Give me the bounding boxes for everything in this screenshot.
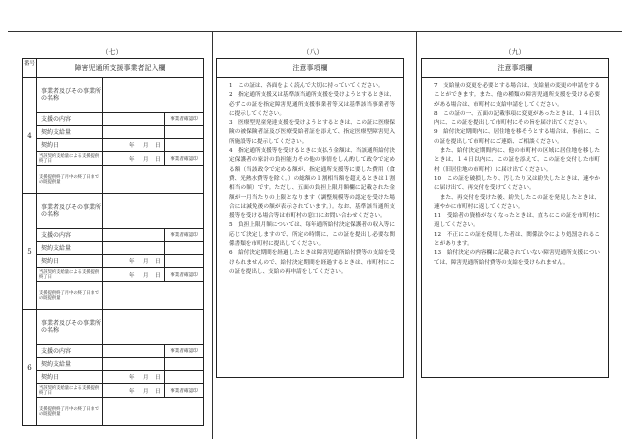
contract-date-label: 契約日 (37, 371, 103, 383)
contract-date-label: 契約日 (37, 255, 103, 267)
contract-amount-label: 契約支給量 (37, 126, 103, 138)
notes-panel-8 (216, 58, 404, 378)
provider-name-field[interactable] (103, 310, 203, 344)
date-month: 月 (143, 272, 149, 279)
date-day: 日 (155, 156, 161, 163)
date-year: 年 (129, 388, 135, 395)
provided-amount-label: 支援提供終了月中の終了日までの既提供量 (37, 398, 103, 425)
note-item: 11 受給者の資格がなくなったときは、直ちにこの証を市町村に返してください。 (434, 213, 600, 229)
provider-name-label: 事業者及びその事業所の名称 (37, 194, 103, 228)
note-item: 5 負担上限月額については、毎年通所給付決定保護者の収入等に応じて決定しますので、所定の時期に、この証を提出し必要な関係書類を市町村に提出してください。 (229, 222, 395, 248)
block-number: 4 (23, 78, 37, 193)
notes-body (229, 82, 395, 277)
service-content-label: 支援の内容 (37, 345, 103, 357)
note-item: また、再交付を受けた後、紛失したこの証を発見したときは、速やかに市町村に返してください。 (434, 194, 600, 210)
provided-amount-label: 支援提供終了月中の終了日までの既提供量 (37, 166, 103, 194)
confirm-stamp-cell[interactable] (164, 126, 203, 138)
service-content-label: 支援の内容 (37, 229, 103, 241)
form-block (23, 310, 203, 426)
confirm-stamp-label: 事業者確認印 (164, 152, 203, 165)
date-month: 月 (143, 388, 149, 395)
date-day: 日 (155, 388, 161, 395)
date-month: 月 (143, 156, 149, 163)
provided-amount-field[interactable] (103, 398, 203, 425)
note-item: 4 指定通所支援等を受けるときに支払う金額は、当該通所給付決定保護者の家計の負担能力その他の事情をしん酌して政令で定める額（当該政令で定める額が、指定通所支援等に要した費用（食費、光熱水費等を除く。）の総額の１割相当額を超えるときは１割相当の額）です。ただし、五面の負担上限月額欄に記載された金額が一月当たりの上限となります（調整規模等の認定を受けた場合には減免後の額が表示されています。）。なお、基準該当通所支援等を受ける場合等は市町村の窓口にお問い合わせください。 (229, 148, 395, 220)
contract-amount-label: 契約支給量 (37, 358, 103, 370)
confirm-stamp-cell[interactable] (164, 358, 203, 370)
note-item: 2 指定通所支援又は基準該当通所支援を受けようとするときは、必ずこの証を指定障害児通所支援事業者等又は基準該当事業者等に提示してください。 (229, 92, 395, 117)
confirm-stamp-label: 事業者確認印 (164, 268, 203, 281)
note-item: 9 給付決定期間内に、居住地を移そうとする場合は、事前に、この証を提出して市町村にご連絡、ご相談ください。 (434, 129, 600, 145)
page-divider (416, 31, 417, 439)
provided-amount-field[interactable] (103, 166, 203, 194)
date-month: 月 (143, 375, 149, 381)
page-number: （九） (504, 48, 526, 56)
provider-entry-form (22, 58, 204, 426)
date-year: 年 (129, 143, 135, 149)
page-number: （八） (302, 48, 324, 56)
date-year: 年 (129, 259, 135, 265)
date-year: 年 (129, 272, 135, 279)
form-header (23, 59, 203, 78)
end-date-label: 当該契約支給量による支援提供終了日 (37, 152, 103, 165)
confirm-stamp-label: 事業者確認印 (164, 229, 203, 241)
provider-name-label: 事業者及びその事業所の名称 (37, 310, 103, 344)
number-column-header: 番号 (23, 59, 37, 78)
notes-title: 注意事項欄 (422, 59, 608, 78)
provided-amount-label: 支援提供終了月中の終了日までの既提供量 (37, 282, 103, 310)
confirm-stamp-label: 事業者確認印 (164, 113, 203, 125)
date-month: 月 (143, 259, 149, 265)
confirm-stamp-label: 事業者確認印 (164, 384, 203, 397)
date-month: 月 (143, 143, 149, 149)
note-item: 10 この証を破損したり、汚したり又は紛失したときは、速やかに届け出て、再交付を受けてください。 (434, 175, 600, 192)
notes-title: 注意事項欄 (217, 59, 403, 78)
provider-name-label: 事業者及びその事業所の名称 (37, 78, 103, 112)
page-divider (212, 31, 213, 439)
confirm-stamp-cell[interactable] (164, 371, 203, 383)
provider-name-field[interactable] (103, 78, 203, 112)
date-year: 年 (129, 156, 135, 163)
service-content-label: 支援の内容 (37, 113, 103, 125)
confirm-stamp-cell[interactable] (164, 255, 203, 267)
form-title: 障害児通所支援事業者記入欄 (74, 64, 166, 72)
block-number: 6 (23, 310, 37, 426)
confirm-stamp-label: 事業者確認印 (164, 345, 203, 357)
note-item: 13 給付決定の内容欄に記載されていない障害児通所支援については、障害児通所給付費等の支給を受けられません。 (434, 250, 600, 266)
date-day: 日 (155, 272, 161, 279)
note-item: 7 支給量の変更を必要とする場合は、支給量の変更の申請をすることができます。また、他の種類の障害児通所支援を受ける必要がある場合は、市町村に支給申請をしてください。 (434, 83, 600, 108)
note-item: 8 この証の一、五面の記載事項に変更があったときは、１４日以内に、この証を提出して市町村にその旨を届け出てください。 (434, 110, 600, 127)
contract-amount-label: 契約支給量 (37, 242, 103, 254)
contract-date-label: 契約日 (37, 139, 103, 151)
date-year: 年 (129, 375, 135, 381)
notes-panel-9 (421, 58, 609, 378)
form-block (23, 78, 203, 194)
date-day: 日 (155, 143, 161, 149)
end-date-label: 当該契約支給量による支援提供終了日 (37, 384, 103, 397)
provider-name-field[interactable] (103, 194, 203, 228)
note-item: 6 給付決定期間を経過したときは障害児通所給付費等の支給を受けられませんので、給付決定期間を経過するときは、市町村にこの証を提出し、支給の再申請をしてください。 (229, 250, 395, 275)
note-item: 3 医療型児童発達支援を受けようとするときは、この証に医療保険の被保険者証及び医療受給者証を添えて、指定医療型障害児入所施設等に提示してください。 (229, 120, 395, 145)
note-item: 12 不正にこの証を使用した者は、関係法令により処罰されることがあります。 (434, 231, 600, 248)
provided-amount-field[interactable] (103, 282, 203, 310)
notes-body (434, 82, 600, 268)
top-rule (8, 31, 622, 32)
block-number: 5 (23, 194, 37, 309)
date-day: 日 (155, 259, 161, 265)
confirm-stamp-cell[interactable] (164, 242, 203, 254)
page-number: （七） (101, 48, 123, 56)
note-item: 1 この証は、各面をよく読んで大切に持っていてください。 (229, 83, 384, 89)
note-item: また、給付決定期間内に、他の市町村の区域に居住地を移したときは、１４日以内に、この証を添えて、この証を交付した市町村（旧居住地の市町村）に届け出てください。 (434, 148, 600, 173)
form-block (23, 194, 203, 310)
date-day: 日 (155, 375, 161, 381)
end-date-label: 当該契約支給量による支援提供終了日 (37, 268, 103, 281)
confirm-stamp-cell[interactable] (164, 139, 203, 151)
